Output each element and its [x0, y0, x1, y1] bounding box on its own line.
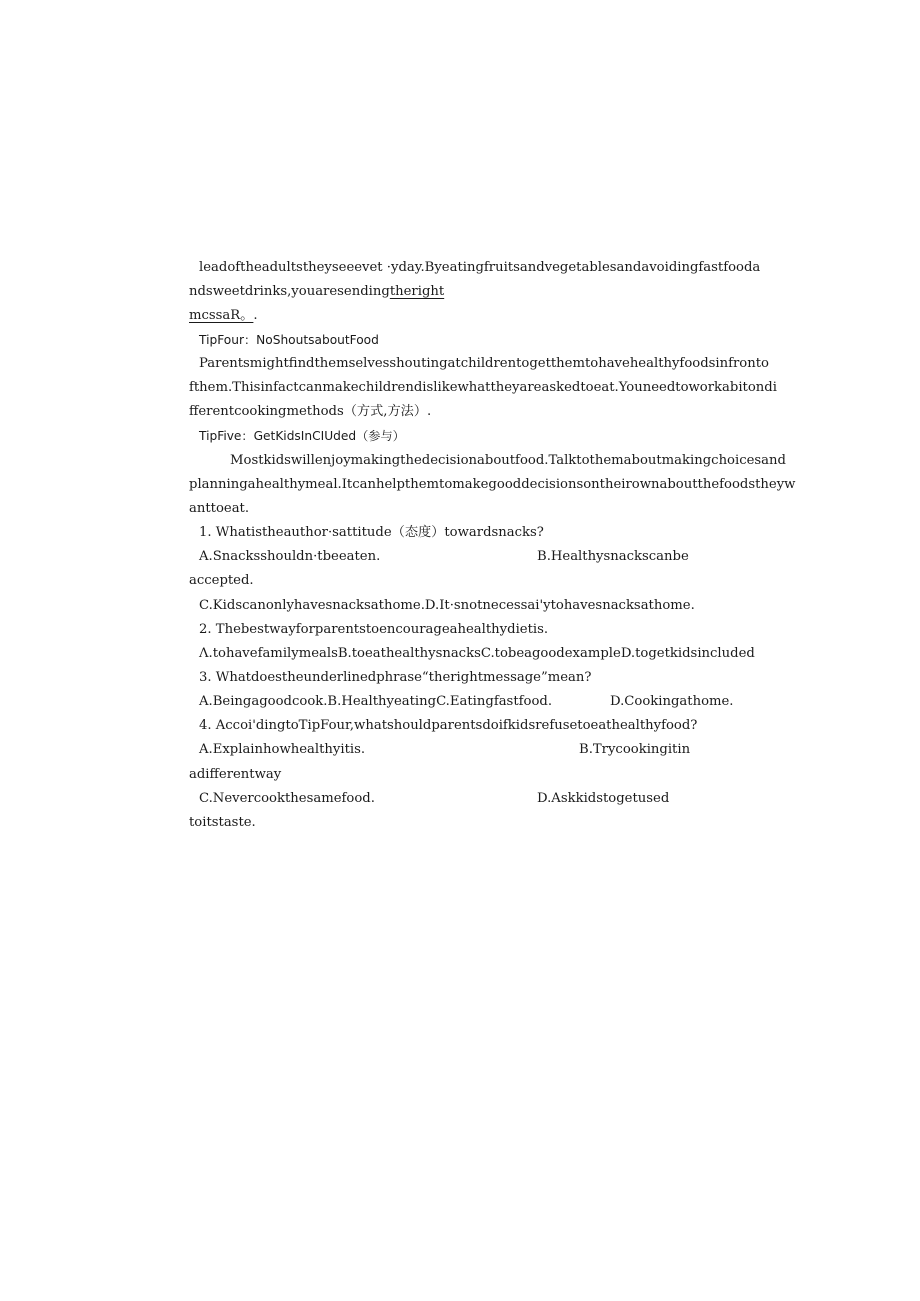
question-4-option-b-continued: adifferentway	[189, 767, 282, 782]
tip-four-paragraph-line-3: fferentcookingmethods（方式,方法）.	[189, 404, 432, 419]
question-1-options-c-d: C.Kidscanonlyhavesnacksathome.D.It·snotnecessai'ytohavesnacksathome.	[199, 598, 695, 613]
passage-line-3-text: .	[253, 308, 258, 323]
question-4-option-c: C.Nevercookthesamefood.	[199, 791, 375, 806]
passage-line-1: leadoftheadultstheyseeevet ·yday.Byeatingfruitsandvegetablesandavoidingfastfooda	[199, 260, 761, 275]
question-1-option-a: A.Snacksshouldn·tbeeaten.	[199, 549, 381, 564]
tip-four-paragraph-line-1: Parentsmightfindthemselvesshoutingatchildrentogetthemtohavehealthyfoodsinfronto	[199, 356, 769, 371]
underlined-phrase-part-2: mcssaR。	[189, 308, 254, 323]
question-1-option-b: B.Healthysnackscanbe	[537, 549, 689, 564]
underlined-phrase-part-1: theright	[389, 284, 445, 299]
question-4-option-b: B.Trycookingitin	[579, 742, 691, 757]
question-4-stem: 4. Accoi'dingtoTipFour,whatshouldparentsdoifkidsrefusetoeathealthyfood?	[199, 718, 698, 733]
question-4-option-d-continued: toitstaste.	[189, 815, 256, 830]
question-2-options: Λ.tohavefamilymealsB.toeathealthysnacksC.tobeagoodexampleD.togetkidsincluded	[199, 646, 755, 661]
tip-four-heading: TipFour：NoShoutsaboutFood	[199, 333, 379, 347]
tip-five-heading: TipFive：GetKidsInCIUded（参与）	[199, 429, 405, 443]
question-2-stem: 2. Thebestwayforparentstoencourageahealthydietis.	[199, 622, 549, 637]
question-3-stem: 3. Whatdoestheunderlinedphrase“therightmessage”mean?	[199, 670, 592, 685]
passage-line-3	[189, 307, 258, 325]
question-3-option-d: D.Cookingathome.	[610, 694, 734, 709]
passage-line-2	[189, 283, 444, 301]
question-4-option-a: A.Explainhowhealthyitis.	[199, 742, 366, 757]
question-3-options-a-c: A.Beingagoodcook.B.HealthyeatingC.Eatingfastfood.	[199, 694, 553, 709]
tip-five-paragraph-line-2: planningahealthymeal.Itcanhelpthemtomakegooddecisionsontheirownaboutthefoodstheyw	[189, 477, 796, 492]
tip-five-paragraph-line-1: Mostkidswillenjoymakingthedecisionaboutfood.Talktothemaboutmakingchoicesand	[230, 453, 786, 468]
question-1-stem: 1. Whatistheauthor·sattitude（态度）towardsnacks?	[199, 525, 544, 540]
passage-line-2-text: ndsweetdrinks,youaresending	[189, 284, 390, 299]
tip-four-paragraph-line-2: fthem.Thisinfactcanmakechildrendislikewhattheyareaskedtoeat.Youneedtoworkabitondi	[189, 380, 777, 395]
question-4-option-d: D.Askkidstogetused	[537, 791, 670, 806]
tip-five-paragraph-line-3: anttoeat.	[189, 501, 250, 516]
question-1-option-b-continued: accepted.	[189, 573, 254, 588]
